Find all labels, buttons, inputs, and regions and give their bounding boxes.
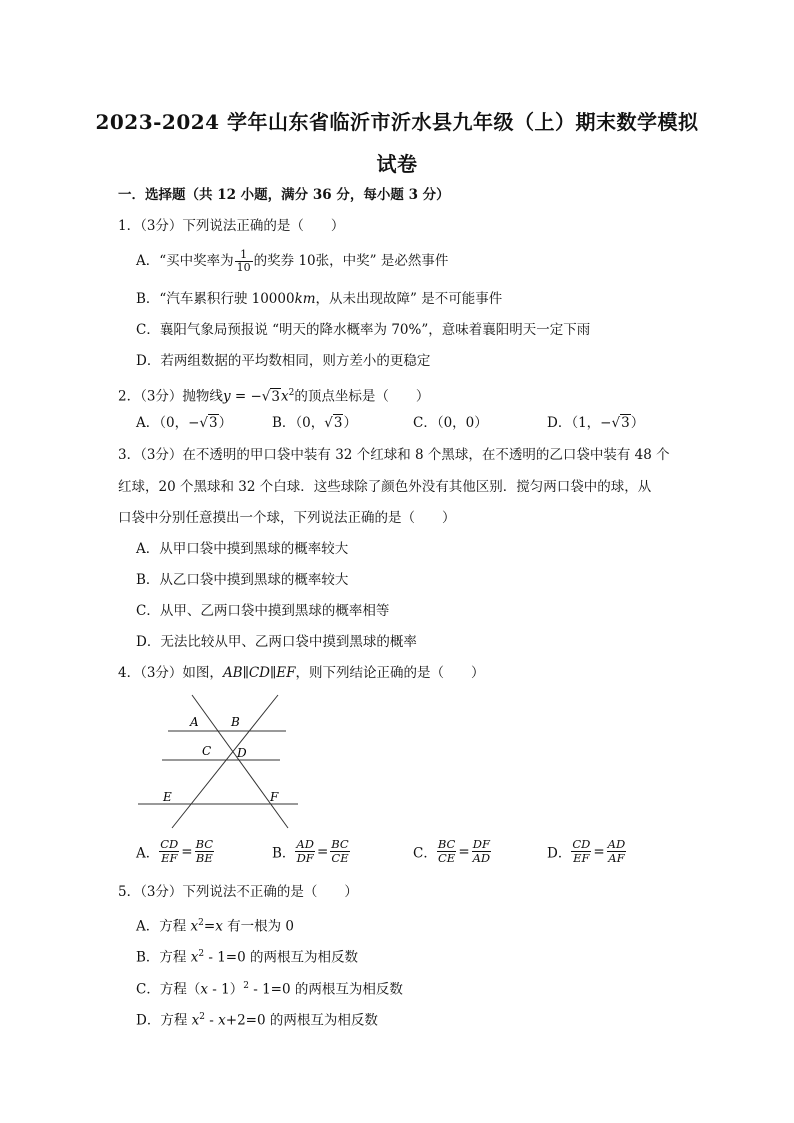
label-f: F bbox=[270, 790, 279, 804]
q1-option-d: D．若两组数据的平均数相同，则方差小的更稳定 bbox=[136, 353, 431, 369]
q5-d-post: +2=0 的两根互为相反数 bbox=[225, 1012, 378, 1029]
q5-a-mid: = bbox=[203, 918, 216, 935]
transversal-1 bbox=[172, 695, 278, 828]
q4-b-frac2 bbox=[330, 838, 349, 865]
q4-a-n1: CD bbox=[160, 837, 179, 851]
q4-c-n2: DF bbox=[472, 837, 490, 851]
q3-option-d: D．无法比较从甲、乙两口袋中摸到黑球的概率 bbox=[136, 634, 417, 650]
q2-option-a: A．（0，−√3） bbox=[136, 415, 233, 431]
q1-a-denominator: 10 bbox=[236, 261, 251, 274]
q5-c-sup: 2 bbox=[243, 981, 249, 991]
label-e: E bbox=[163, 790, 172, 804]
q5-a-x: x bbox=[190, 918, 199, 935]
q5-c-post: - 1=0 的两根互为相反数 bbox=[248, 981, 403, 998]
q4-d-n2: AD bbox=[607, 837, 626, 851]
q5-a-x2: x bbox=[215, 918, 223, 935]
q4-c-frac2 bbox=[472, 838, 492, 865]
q1-a-text-post: 的奖券 10张，中奖” 是必然事件 bbox=[253, 253, 449, 269]
q4-b-n1: AD bbox=[296, 837, 314, 851]
q1-a-numerator: 1 bbox=[235, 249, 253, 262]
q3-option-a: A．从甲口袋中摸到黑球的概率较大 bbox=[136, 541, 349, 557]
q4-figure bbox=[130, 690, 310, 830]
q5-d-pre: D．方程 bbox=[136, 1012, 192, 1029]
q2-option-d: D．（1，−√3） bbox=[547, 415, 645, 431]
q4-stem-math: AB∥CD∥EF bbox=[222, 665, 296, 681]
q5-d-x: x bbox=[191, 1012, 200, 1029]
q1-option-c: C．襄阳气象局预报说 “明天的降水概率为 70%”，意味着襄阳明天一定下雨 bbox=[136, 322, 591, 338]
q1-b-text-post: ，从未出现故障” 是不可能事件 bbox=[315, 291, 503, 307]
q3-stem-line1: 3．（3分）在不透明的甲口袋中装有 32 个红球和 8 个黑球，在不透明的乙口袋中装有 48 个 bbox=[118, 447, 670, 463]
q4-a-label: A． bbox=[136, 845, 160, 862]
q1-b-text-pre: B．“汽车累积行驶 10000 bbox=[136, 291, 295, 307]
q4-b-d1: DF bbox=[296, 851, 314, 865]
q5-option-b bbox=[136, 945, 358, 967]
q4-stem-post: ，则下列结论正确的是（ ） bbox=[295, 665, 485, 681]
q2-option-b: B．（0，√3） bbox=[272, 415, 357, 431]
q4-b-eq: = bbox=[316, 843, 329, 860]
q1-option-a bbox=[136, 246, 448, 276]
q2-var-x: x bbox=[281, 388, 289, 405]
q1-a-fraction bbox=[235, 249, 253, 274]
q4-b-d2: CE bbox=[331, 851, 349, 865]
q2-b-sqrt: 3 bbox=[333, 415, 343, 431]
q4-d-label: D． bbox=[547, 845, 572, 862]
q3-stem-line3: 口袋中分别任意摸出一个球，下列说法正确的是（ ） bbox=[118, 510, 456, 526]
q5-a-pre: A．方程 bbox=[136, 918, 191, 935]
q2-b-pre: B．（0， bbox=[272, 415, 325, 431]
q4-b-n2: BC bbox=[331, 837, 349, 851]
q4-d-n1: CD bbox=[572, 837, 591, 851]
q5-d-sup: 2 bbox=[199, 1012, 205, 1022]
q2-exponent: 2 bbox=[288, 388, 295, 398]
q4-stem-pre: 4．（3分）如图， bbox=[118, 665, 223, 681]
label-d: D bbox=[237, 746, 247, 760]
q5-option-d bbox=[136, 1008, 378, 1030]
q2-a-post: ） bbox=[218, 415, 233, 431]
q2-sqrt: 3 bbox=[271, 388, 280, 405]
q5-c-pre: C．方程（ bbox=[136, 981, 201, 998]
q1-option-b bbox=[136, 290, 502, 308]
transversal-2 bbox=[192, 695, 288, 828]
q4-b-frac1 bbox=[295, 838, 315, 865]
q5-b-pre: B．方程 bbox=[136, 949, 191, 966]
q5-b-sup: 2 bbox=[198, 949, 205, 959]
q2-var-y: y bbox=[222, 388, 231, 405]
q1-stem: 1．（3分）下列说法正确的是（ ） bbox=[118, 218, 345, 234]
q2-d-pre: D．（1，− bbox=[547, 415, 612, 431]
q2-stem-pre: 2．（3分）抛物线 bbox=[118, 388, 223, 405]
label-a: A bbox=[190, 715, 199, 729]
q4-d-frac2 bbox=[607, 838, 627, 865]
q2-stem: 2．（3分）抛物线$y = -√3x^2$的顶点坐标是（ ） bbox=[118, 388, 430, 405]
q1-b-unit: km bbox=[294, 291, 316, 307]
q2-option-c: C．（0，0） bbox=[413, 415, 488, 431]
q3-stem-line2: 红球，20 个黑球和 32 个白球．这些球除了颜色外没有其他区别．搅匀两口袋中的球，从 bbox=[118, 479, 652, 495]
label-c: C bbox=[202, 744, 212, 758]
label-b: B bbox=[231, 715, 240, 729]
q5-b-x: x bbox=[190, 949, 199, 966]
q4-option-b bbox=[272, 838, 350, 865]
q2-d-post: ） bbox=[630, 415, 645, 431]
q4-c-label: C． bbox=[413, 845, 437, 862]
q4-c-n1: BC bbox=[437, 837, 456, 851]
q2-b-post: ） bbox=[343, 415, 357, 431]
q4-c-d2: AD bbox=[472, 851, 491, 865]
q2-a-pre: A．（0，− bbox=[136, 415, 200, 431]
q4-option-d bbox=[547, 838, 626, 865]
q4-c-frac1 bbox=[437, 838, 456, 865]
q4-option-a bbox=[136, 838, 214, 865]
q5-d-mid: - bbox=[204, 1012, 219, 1029]
q4-option-c bbox=[413, 838, 491, 865]
section-heading: 一．选择题（共 12 小题，满分 36 分，每小题 3 分） bbox=[118, 187, 450, 203]
q5-a-sup: 2 bbox=[198, 918, 204, 928]
q4-a-frac2 bbox=[195, 838, 214, 865]
q4-a-frac1 bbox=[159, 838, 179, 865]
q4-d-d1: EF bbox=[573, 851, 590, 865]
q4-d-eq: = bbox=[593, 843, 605, 860]
q5-option-c bbox=[136, 977, 403, 999]
q5-c-mid: - 1） bbox=[207, 981, 244, 998]
q5-c-x: x bbox=[200, 981, 208, 998]
q2-d-sqrt: 3 bbox=[621, 415, 630, 431]
q4-d-d2: AF bbox=[608, 851, 625, 865]
q2-eq-mid: = − bbox=[230, 388, 262, 405]
q5-a-post: 有一根为 0 bbox=[222, 918, 295, 935]
q4-d-frac1 bbox=[571, 838, 591, 865]
q1-a-text-pre: A．“买中奖率为 bbox=[136, 253, 234, 269]
q4-a-n2: BC bbox=[195, 837, 214, 851]
q4-c-d1: CE bbox=[437, 851, 456, 865]
q4-b-label: B． bbox=[272, 845, 296, 862]
page-title-line1: 2023-2024 学年山东省临沂市沂水县九年级（上）期末数学模拟 bbox=[95, 110, 699, 134]
q5-option-a bbox=[136, 914, 294, 936]
q5-stem: 5．（3分）下列说法不正确的是（ ） bbox=[118, 884, 358, 900]
q4-a-eq: = bbox=[181, 843, 193, 860]
q4-a-d2: BE bbox=[195, 851, 213, 865]
q2-a-sqrt: 3 bbox=[209, 415, 218, 431]
q4-c-eq: = bbox=[458, 843, 470, 860]
q5-b-post: - 1=0 的两根互为相反数 bbox=[204, 949, 359, 966]
q5-d-x2: x bbox=[218, 1012, 226, 1029]
q3-option-b: B．从乙口袋中摸到黑球的概率较大 bbox=[136, 572, 349, 588]
q4-a-d1: EF bbox=[161, 851, 178, 865]
q2-stem-post: 的顶点坐标是（ ） bbox=[294, 388, 430, 405]
q3-option-c: C．从甲、乙两口袋中摸到黑球的概率相等 bbox=[136, 603, 390, 619]
q4-stem bbox=[118, 664, 484, 682]
page-title-line2: 试卷 bbox=[376, 152, 418, 176]
